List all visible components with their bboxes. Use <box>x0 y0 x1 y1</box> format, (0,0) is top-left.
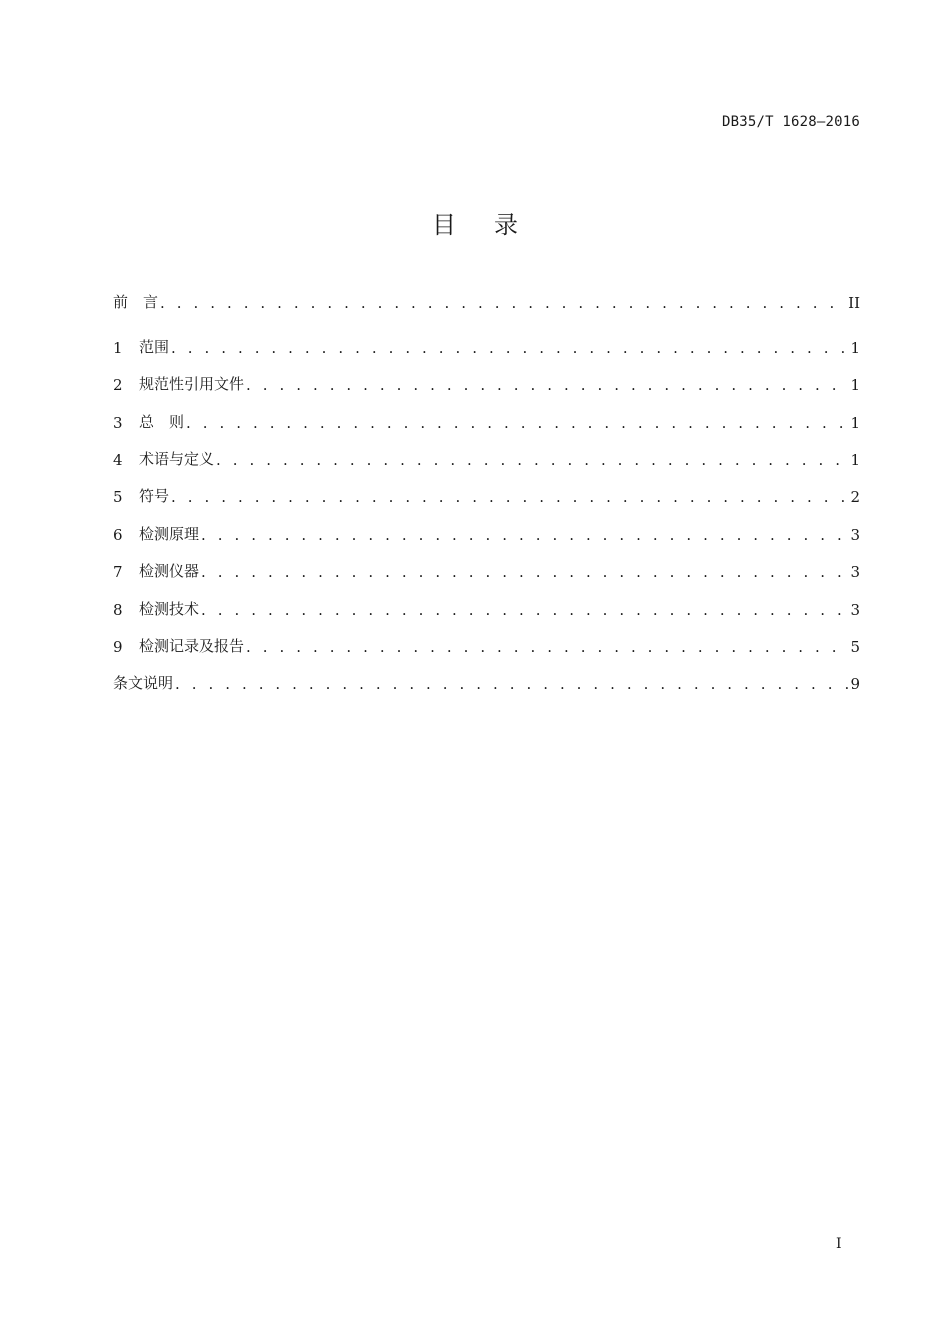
toc-entry-explanation[interactable] <box>113 671 860 693</box>
toc-entry-label: 前 言 <box>113 293 159 311</box>
toc-entry-techniques[interactable] <box>113 597 860 619</box>
toc-leader <box>216 451 848 469</box>
toc-entry-number: 9 <box>113 638 123 656</box>
toc-entry-symbols[interactable] <box>113 484 860 506</box>
toc-entry-records[interactable] <box>113 634 860 656</box>
toc-leader <box>160 294 846 312</box>
toc-entry-foreword[interactable] <box>113 290 860 312</box>
toc-entry-label: 检测原理 <box>139 525 200 543</box>
toc-entry-number: 2 <box>113 376 123 394</box>
toc-leader <box>171 339 848 357</box>
toc-entry-label: 检测仪器 <box>139 562 200 580</box>
toc-leader <box>175 675 848 693</box>
toc-entry-page: 3 <box>850 526 860 544</box>
toc-leader <box>201 563 848 581</box>
toc-entry-number: 5 <box>113 488 123 506</box>
toc-entry-label: 规范性引用文件 <box>139 375 245 393</box>
toc-entry-label: 总 则 <box>139 413 185 431</box>
toc-leader <box>246 376 848 394</box>
toc-entry-label: 符号 <box>139 487 170 505</box>
toc-entry-page: II <box>848 294 860 312</box>
toc-entry-page: 1 <box>850 376 860 394</box>
toc-entry-page: 1 <box>850 414 860 432</box>
toc-entry-number: 6 <box>113 526 123 544</box>
toc-entry-page: 3 <box>850 601 860 619</box>
toc-entry-page: 3 <box>850 563 860 581</box>
toc-entry-page: 2 <box>850 488 860 506</box>
page-number: I <box>836 1236 842 1252</box>
toc-entry-number: 4 <box>113 451 123 469</box>
toc-leader <box>201 526 848 544</box>
toc-leader <box>201 601 848 619</box>
toc-entry-page: 1 <box>850 451 860 469</box>
toc-leader <box>246 638 848 656</box>
toc-title: 目录 <box>432 211 556 239</box>
toc-entry-scope[interactable] <box>113 335 860 357</box>
toc-entry-label: 条文说明 <box>113 674 174 692</box>
toc-entry-general[interactable] <box>113 410 860 432</box>
toc-leader <box>171 488 848 506</box>
toc-entry-page: 9 <box>850 675 860 693</box>
toc-entry-label: 范围 <box>139 338 170 356</box>
toc-entry-instruments[interactable] <box>113 559 860 581</box>
toc-entry-page: 5 <box>850 638 860 656</box>
toc-entry-number: 8 <box>113 601 123 619</box>
toc-entry-number: 3 <box>113 414 123 432</box>
document-code: DB35/T 1628—2016 <box>721 114 860 130</box>
toc-entry-terms[interactable] <box>113 447 860 469</box>
toc-entry-number: 1 <box>113 339 123 357</box>
toc-entry-normative-references[interactable] <box>113 372 860 394</box>
toc-entry-label: 检测技术 <box>139 600 200 618</box>
toc-entry-label: 术语与定义 <box>139 450 215 468</box>
toc-entry-label: 检测记录及报告 <box>139 637 245 655</box>
toc-entry-number: 7 <box>113 563 123 581</box>
toc-leader <box>186 414 848 432</box>
toc-entry-page: 1 <box>850 339 860 357</box>
toc-entry-principle[interactable] <box>113 522 860 544</box>
